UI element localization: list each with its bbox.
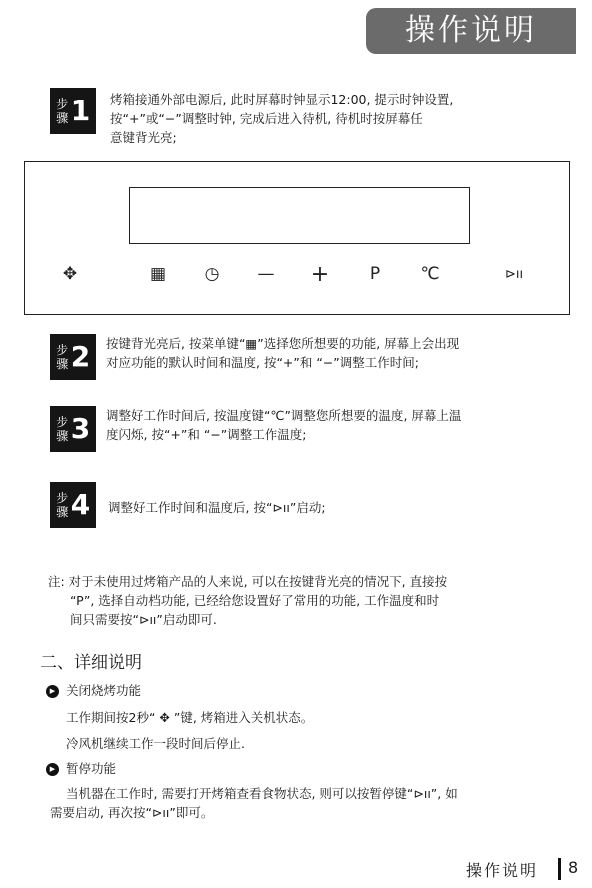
step-3-number: 3 <box>70 412 91 445</box>
detail-1-line-2: 冷风机继续工作一段时间后停止. <box>66 736 245 751</box>
plus-button: + <box>310 261 330 287</box>
note-line-2: “P”, 选择自动档功能, 已经给您设置好了常用的功能, 工作温度和时 <box>70 593 440 608</box>
step-2-line-1: 按键背光亮后, 按菜单键“▦”选择您所想要的功能, 屏幕上会出现 <box>106 336 460 351</box>
minus-button: — <box>257 264 275 284</box>
detail-2-line-2: 需要启动, 再次按“⊳ıı”即可。 <box>50 805 214 820</box>
step-2-text <box>106 334 576 372</box>
footer-divider <box>558 858 561 880</box>
step-3-prefix: 步骤 <box>56 415 69 443</box>
detail-2-heading: 暂停功能 <box>66 761 117 776</box>
temperature-button: ℃ <box>420 264 440 284</box>
display-screen <box>129 187 470 244</box>
page-number: 8 <box>568 858 579 877</box>
step-4-line-1: 调整好工作时间和温度后, 按“⊳ıı”启动; <box>108 500 326 515</box>
step-3-line-1: 调整好工作时间后, 按温度键“℃”调整您所想要的温度, 屏幕上温 <box>106 408 462 423</box>
step-2-number: 2 <box>70 340 91 373</box>
start-pause-icon: ⊳ıı <box>504 266 524 282</box>
detail-1-heading: 关闭烧烤功能 <box>66 683 142 698</box>
step-4-badge <box>50 482 96 528</box>
bullet-icon: ▶ <box>46 685 59 698</box>
detail-2-text <box>50 784 570 822</box>
step-1-line-1: 烤箱接通外部电源后, 此时屏幕时钟显示12:00, 提示时钟设置, <box>110 92 454 107</box>
detail-2-line-1: 当机器在工作时, 需要打开烤箱查看食物状态, 则可以按暂停键“⊳ıı”, 如 <box>66 786 458 801</box>
section-heading: 二、详细说明 <box>40 653 142 673</box>
step-1-number: 1 <box>70 94 91 127</box>
step-2-badge <box>50 334 96 380</box>
footer-label: 操作说明 <box>466 861 539 880</box>
clock-icon: ◷ <box>204 264 220 284</box>
step-2-prefix: 步骤 <box>56 343 69 371</box>
detail-1-line-1: 工作期间按2秒“ ✥ ”键, 烤箱进入关机状态。 <box>66 710 314 725</box>
step-1-badge <box>50 88 96 134</box>
note <box>48 572 568 629</box>
note-line-1: 注: 对于未使用过烤箱产品的人来说, 可以在按键背光亮的情况下, 直接按 <box>48 574 448 589</box>
step-1-line-2: 按“+”或“−”调整时钟, 完成后进入待机, 待机时按屏幕任 <box>110 111 423 126</box>
step-3-text <box>106 406 576 444</box>
step-4-number: 4 <box>70 488 91 521</box>
page-title-banner: 操作说明 <box>366 8 576 54</box>
step-1-text <box>110 90 570 147</box>
program-button: P <box>369 264 381 284</box>
power-icon: ✥ <box>62 264 78 284</box>
step-1-line-3: 意键背光亮; <box>110 130 177 145</box>
step-2-line-2: 对应功能的默认时间和温度, 按“+”和 “−”调整工作时间; <box>106 355 419 370</box>
step-3-line-2: 度闪烁, 按“+”和 “−”调整工作温度; <box>106 427 307 442</box>
menu-icon: ▦ <box>149 264 167 284</box>
step-3-badge <box>50 406 96 452</box>
step-4-text <box>108 498 568 517</box>
step-4-prefix: 步骤 <box>56 491 69 519</box>
detail-1-text <box>66 708 566 753</box>
bullet-icon: ▶ <box>46 763 59 776</box>
note-line-3: 间只需要按“⊳ıı”启动即可. <box>70 612 217 627</box>
step-1-prefix: 步骤 <box>56 97 69 125</box>
